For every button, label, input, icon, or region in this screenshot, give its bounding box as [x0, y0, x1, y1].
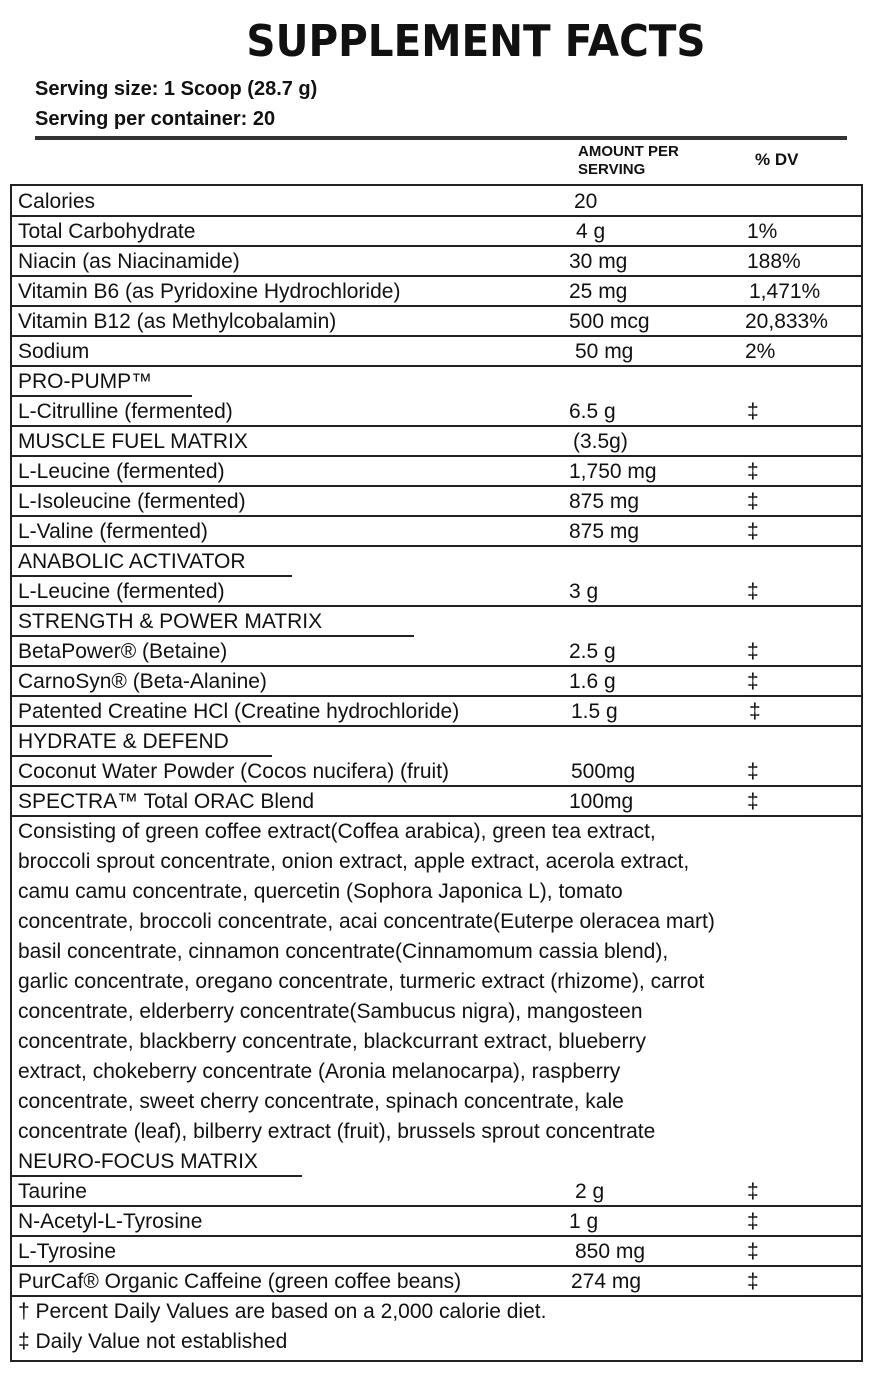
nutrient-amount: 1,750 mg [569, 460, 657, 483]
nutrient-name: Total Carbohydrate [18, 220, 196, 243]
orac-blend-description [18, 817, 863, 1147]
nutrient-dv: 188% [747, 250, 801, 273]
section-name: ANABOLIC ACTIVATOR [18, 550, 246, 573]
nutrient-name: Coconut Water Powder (Cocos nucifera) (fruit) [18, 760, 450, 783]
nutrient-dv: ‡ [747, 520, 759, 543]
nutrient-name: Vitamin B6 (as Pyridoxine Hydrochloride) [18, 280, 401, 303]
row-divider [12, 1235, 862, 1237]
nutrient-amount: 500mg [571, 760, 636, 783]
nutrient-amount: 6.5 g [569, 400, 616, 423]
nutrient-name: Niacin (as Niacinamide) [18, 250, 240, 273]
row-divider [12, 455, 862, 457]
section-underline [12, 1175, 302, 1177]
nutrient-name: L-Valine (fermented) [18, 520, 208, 543]
blend-line: concentrate, sweet cherry concentrate, spinach concentrate, kale [18, 1090, 624, 1113]
nutrient-dv: ‡ [747, 1270, 759, 1293]
nutrient-name: BetaPower® (Betaine) [18, 640, 228, 663]
nutrient-amount: 100mg [569, 790, 634, 813]
nutrient-dv: 2% [745, 340, 776, 363]
label-title: SUPPLEMENT FACTS [246, 16, 706, 67]
nutrient-name: Taurine [18, 1180, 87, 1203]
row-divider [12, 725, 862, 727]
footnote-dv-basis: † Percent Daily Values are based on a 2,000 calorie diet. [18, 1300, 547, 1323]
blend-line: broccoli sprout concentrate, onion extract, apple extract, acerola extract, [18, 850, 690, 873]
row-divider [12, 245, 862, 247]
section-underline [12, 635, 414, 637]
section-underline [12, 755, 272, 757]
nutrient-name: CarnoSyn® (Beta-Alanine) [18, 670, 267, 693]
section-underline [12, 575, 292, 577]
blend-line: garlic concentrate, oregano concentrate, turmeric extract (rhizome), carrot [18, 970, 705, 993]
nutrient-name: L-Citrulline (fermented) [18, 400, 233, 423]
row-divider [12, 215, 862, 217]
nutrient-amount: 25 mg [569, 280, 628, 303]
nutrient-dv: ‡ [747, 400, 759, 423]
row-divider [12, 665, 862, 667]
nutrient-amount: 1.6 g [569, 670, 616, 693]
servings-per-container: Serving per container: 20 [35, 108, 276, 130]
nutrient-dv: 20,833% [745, 310, 828, 333]
nutrient-amount: 1.5 g [571, 700, 618, 723]
nutrient-name: Sodium [18, 340, 90, 363]
row-divider [12, 485, 862, 487]
nutrient-dv: ‡ [747, 670, 759, 693]
row-divider [12, 425, 862, 427]
blend-line: basil concentrate, cinnamon concentrate(Cinnamomum cassia blend), [18, 940, 669, 963]
row-divider [12, 695, 862, 697]
nutrient-dv: ‡ [747, 640, 759, 663]
nutrient-dv: ‡ [749, 700, 761, 723]
nutrient-dv: ‡ [747, 1180, 759, 1203]
row-divider [12, 335, 862, 337]
nutrient-amount: 30 mg [569, 250, 628, 273]
nutrient-amount: 850 mg [575, 1240, 646, 1263]
nutrient-name: L-Leucine (fermented) [18, 460, 225, 483]
nutrient-name: Vitamin B12 (as Methylcobalamin) [18, 310, 337, 333]
row-divider [12, 545, 862, 547]
row-divider [12, 1205, 862, 1207]
nutrient-dv: 1% [747, 220, 778, 243]
section-name: MUSCLE FUEL MATRIX [18, 430, 248, 453]
section-amount: (3.5g) [573, 430, 628, 453]
blend-line: concentrate, elderberry concentrate(Sambucus nigra), mangosteen [18, 1000, 643, 1023]
nutrient-amount: 1 g [569, 1210, 599, 1233]
nutrient-name: SPECTRA™ Total ORAC Blend [18, 790, 315, 813]
section-name: HYDRATE & DEFEND [18, 730, 229, 753]
column-header-dv: % DV [755, 150, 799, 169]
row-divider [12, 305, 862, 307]
column-header-amount: AMOUNT PER SERVING [578, 143, 679, 178]
nutrient-amount: 500 mcg [569, 310, 650, 333]
row-divider [12, 1265, 862, 1267]
nutrient-amount: 274 mg [571, 1270, 642, 1293]
row-divider [12, 785, 862, 787]
nutrient-name: Patented Creatine HCl (Creatine hydrochloride) [18, 700, 460, 723]
nutrient-dv: ‡ [747, 460, 759, 483]
nutrient-dv: ‡ [747, 1210, 759, 1233]
section-name: NEURO-FOCUS MATRIX [18, 1150, 258, 1173]
blend-line: concentrate, blackberry concentrate, blackcurrant extract, blueberry [18, 1030, 646, 1053]
nutrient-name: L-Tyrosine [18, 1240, 117, 1263]
nutrient-name: PurCaf® Organic Caffeine (green coffee beans) [18, 1270, 462, 1293]
nutrient-dv: 1,471% [749, 280, 821, 303]
nutrient-name: L-Isoleucine (fermented) [18, 490, 246, 513]
nutrient-name: Calories [18, 190, 96, 213]
nutrient-amount: 875 mg [569, 520, 640, 543]
section-name: PRO-PUMP™ [18, 370, 153, 393]
nutrient-amount: 50 mg [575, 340, 634, 363]
row-divider [12, 275, 862, 277]
serving-size: Serving size: 1 Scoop (28.7 g) [35, 78, 318, 100]
nutrient-amount: 2 g [575, 1180, 605, 1203]
nutrient-name: L-Leucine (fermented) [18, 580, 225, 603]
nutrient-dv: ‡ [747, 580, 759, 603]
header-rule [35, 136, 847, 140]
nutrient-dv: ‡ [747, 1240, 759, 1263]
footnote-dv-not-established: ‡ Daily Value not established [18, 1330, 288, 1353]
blend-line: concentrate (leaf), bilberry extract (fruit), brussels sprout concentrate [18, 1120, 656, 1143]
nutrient-dv: ‡ [747, 790, 759, 813]
nutrient-amount: 3 g [569, 580, 599, 603]
nutrient-amount: 20 [574, 190, 598, 213]
nutrient-dv: ‡ [747, 760, 759, 783]
nutrient-dv: ‡ [747, 490, 759, 513]
row-divider [12, 365, 862, 367]
section-name: STRENGTH & POWER MATRIX [18, 610, 323, 633]
blend-line: concentrate, broccoli concentrate, acai concentrate(Euterpe oleracea mart) [18, 910, 715, 933]
blend-line: extract, chokeberry concentrate (Aronia melanocarpa), raspberry [18, 1060, 621, 1083]
nutrient-amount: 875 mg [569, 490, 640, 513]
row-divider [12, 515, 862, 517]
nutrient-amount: 4 g [576, 220, 606, 243]
nutrient-amount: 2.5 g [569, 640, 616, 663]
blend-line: camu camu concentrate, quercetin (Sophora Japonica L), tomato [18, 880, 623, 903]
row-divider [12, 605, 862, 607]
section-underline [12, 395, 192, 397]
nutrient-name: N-Acetyl-L-Tyrosine [18, 1210, 203, 1233]
blend-line: Consisting of green coffee extract(Coffea arabica), green tea extract, [18, 820, 656, 843]
